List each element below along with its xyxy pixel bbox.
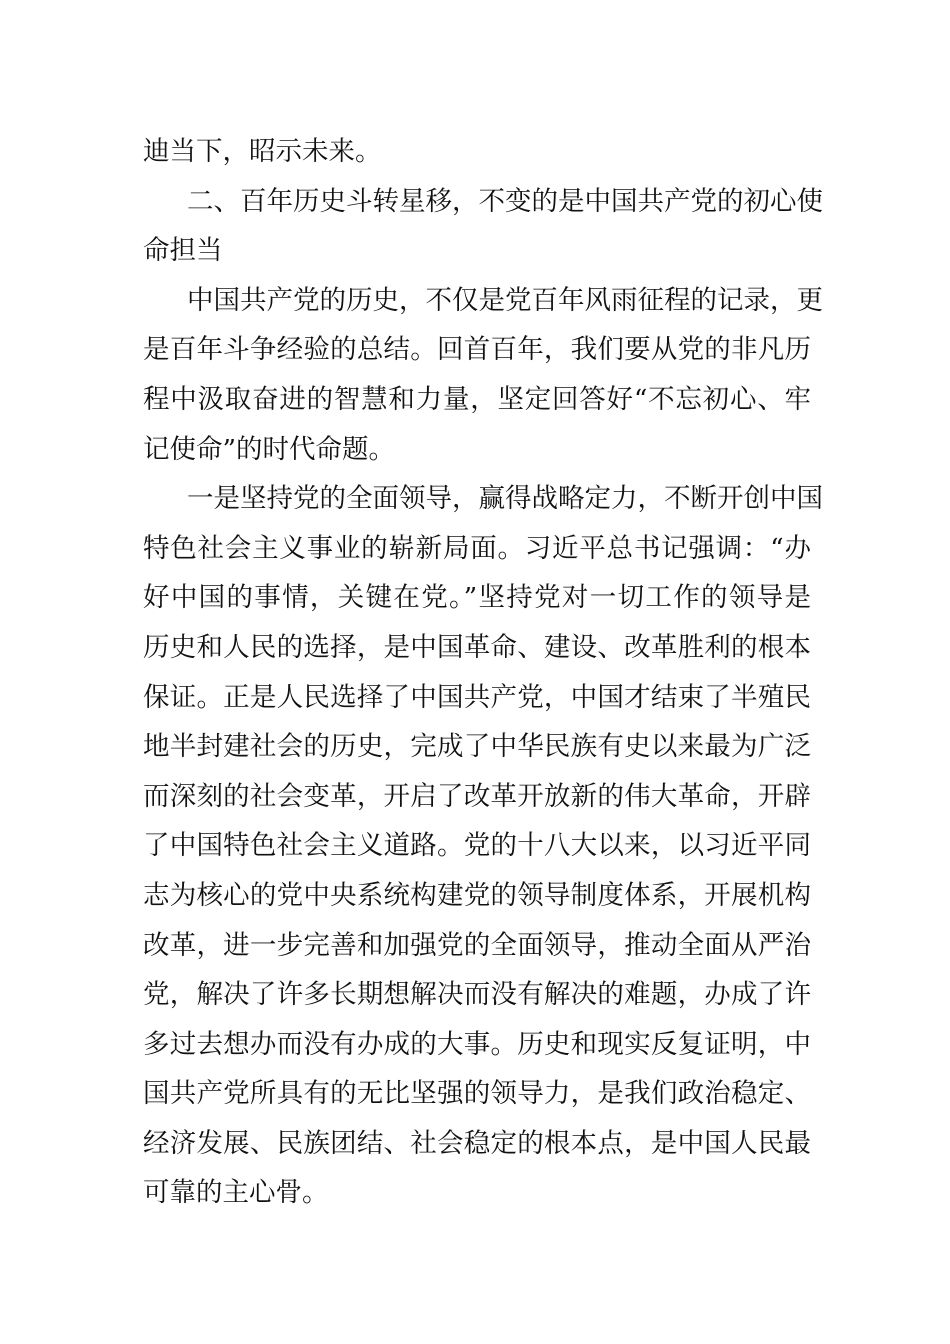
text-line: 二、百年历史斗转星移，不变的是中国共产党的初心使 — [187, 185, 823, 217]
text-line: 命担当 — [143, 235, 223, 267]
text-line: 是百年斗争经验的总结。回首百年，我们要从党的非凡历 — [143, 334, 811, 366]
text-line: 改革，进一步完善和加强党的全面领导，推动全面从严治 — [143, 929, 811, 961]
text-line: 程中汲取奋进的智慧和力量，坚定回答好“不忘初心、牢 — [143, 383, 811, 415]
text-line: 党，解决了许多长期想解决而没有解决的难题，办成了许 — [143, 979, 811, 1011]
body-text — [143, 127, 823, 1218]
paragraph — [143, 276, 823, 474]
text-line: 中国共产党的历史，不仅是党百年风雨征程的记录，更 — [187, 284, 823, 316]
text-line: 志为核心的党中央系统构建党的领导制度体系，开展机构 — [143, 879, 811, 911]
text-line: 保证。正是人民选择了中国共产党，中国才结束了半殖民 — [143, 681, 811, 713]
text-line: 迪当下，昭示未来。 — [143, 136, 382, 167]
text-line: 历史和人民的选择，是中国革命、建设、改革胜利的根本 — [143, 631, 811, 663]
text-line: 国共产党所具有的无比坚强的领导力，是我们政治稳定、 — [143, 1078, 811, 1110]
paragraph — [143, 127, 811, 177]
section-heading — [143, 177, 823, 276]
text-line: 记使命”的时代命题。 — [143, 433, 396, 465]
text-line: 一是坚持党的全面领导，赢得战略定力，不断开创中国 — [187, 483, 823, 515]
text-line: 地半封建社会的历史，完成了中华民族有史以来最为广泛 — [143, 731, 811, 763]
text-line: 了中国特色社会主义道路。党的十八大以来，以习近平同 — [143, 830, 811, 862]
text-line: 好中国的事情，关键在党。”坚持党对一切工作的领导是 — [143, 582, 811, 614]
text-line: 可靠的主心骨。 — [143, 1177, 329, 1209]
text-line: 特色社会主义事业的崭新局面。习近平总书记强调：“办 — [143, 532, 811, 564]
text-line: 经济发展、民族团结、社会稳定的根本点，是中国人民最 — [143, 1127, 811, 1159]
paragraph — [143, 474, 823, 1218]
text-line: 多过去想办而没有办成的大事。历史和现实反复证明，中 — [143, 1028, 811, 1060]
text-line: 而深刻的社会变革，开启了改革开放新的伟大革命，开辟 — [143, 780, 811, 812]
